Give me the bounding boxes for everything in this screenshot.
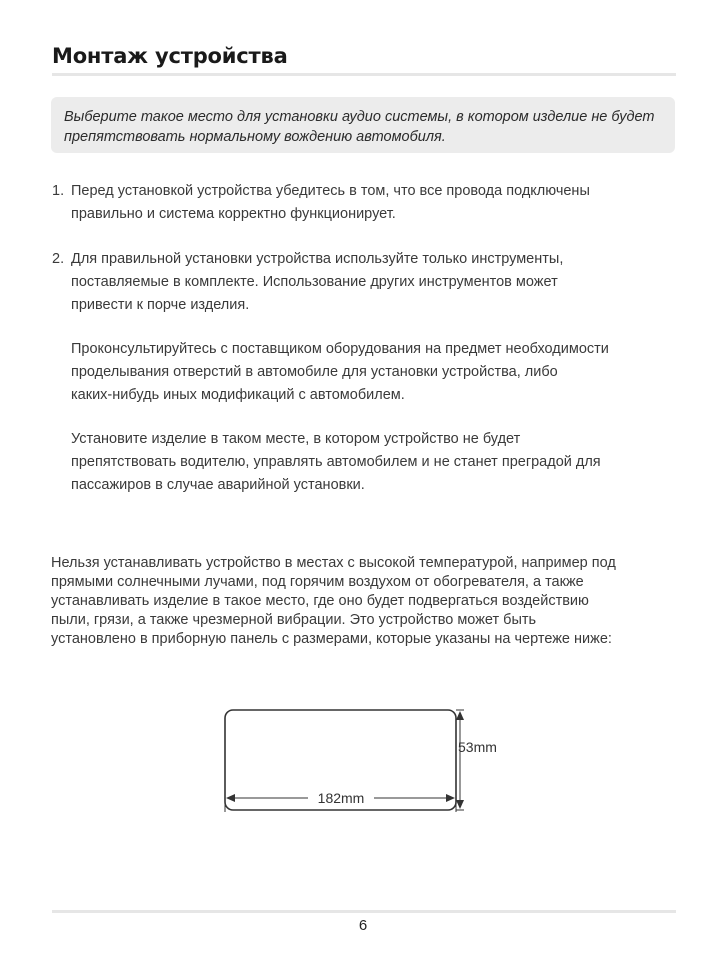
step-number: 2. (52, 251, 65, 267)
footer-divider (52, 910, 676, 913)
step-number: 1. (52, 183, 65, 199)
text-line: Нельзя устанавливать устройство в местах с высокой температурой, например под (51, 555, 616, 571)
note-box: Выберите такое место для установки аудио системы, в котором изделие не будет препятствовать нормальному вождению автомобиля. (51, 97, 675, 153)
dimension-diagram (218, 700, 508, 812)
step-text (71, 248, 681, 317)
text-line: пыли, грязи, а также чрезмерной вибрации. Это устройство может быть (51, 612, 537, 628)
text-line: привести к порче изделия. (71, 297, 250, 313)
height-label: 53mm (458, 739, 497, 755)
title-divider (52, 73, 676, 76)
paragraph-consult (71, 338, 681, 407)
text-line: проделывания отверстий в автомобиле для установки устройства, либо (71, 364, 558, 380)
page-title: Монтаж устройства (52, 44, 288, 68)
text-line: Проконсультируйтесь с поставщиком оборудования на предмет необходимости (71, 341, 609, 357)
page-number: 6 (358, 917, 368, 934)
width-label: 182mm (317, 790, 365, 806)
text-line: прямыми солнечными лучами, под горячим воздухом от обогревателя, а также (51, 574, 584, 590)
text-line: пассажиров в случае аварийной установки. (71, 477, 365, 493)
text-line: препятствовать водителю, управлять автомобилем и не станет преградой для (71, 454, 601, 470)
text-line: правильно и система корректно функционирует. (71, 206, 396, 222)
text-line: установлено в приборную панель с размерами, которые указаны на чертеже ниже: (51, 631, 612, 647)
text-line: поставляемые в комплекте. Использование других инструментов может (71, 274, 558, 290)
text-line: каких-нибудь иных модификаций с автомобилем. (71, 387, 405, 403)
text-line: Установите изделие в таком месте, в котором устройство не будет (71, 431, 521, 447)
step-text (71, 180, 681, 226)
paragraph-placement (71, 428, 681, 497)
warning-paragraph (51, 554, 681, 649)
text-line: Перед установкой устройства убедитесь в том, что все провода подключены (71, 183, 590, 199)
text-line: устанавливать изделие в такое место, где оно будет подвергаться воздействию (51, 593, 589, 609)
text-line: Для правильной установки устройства используйте только инструменты, (71, 251, 564, 267)
